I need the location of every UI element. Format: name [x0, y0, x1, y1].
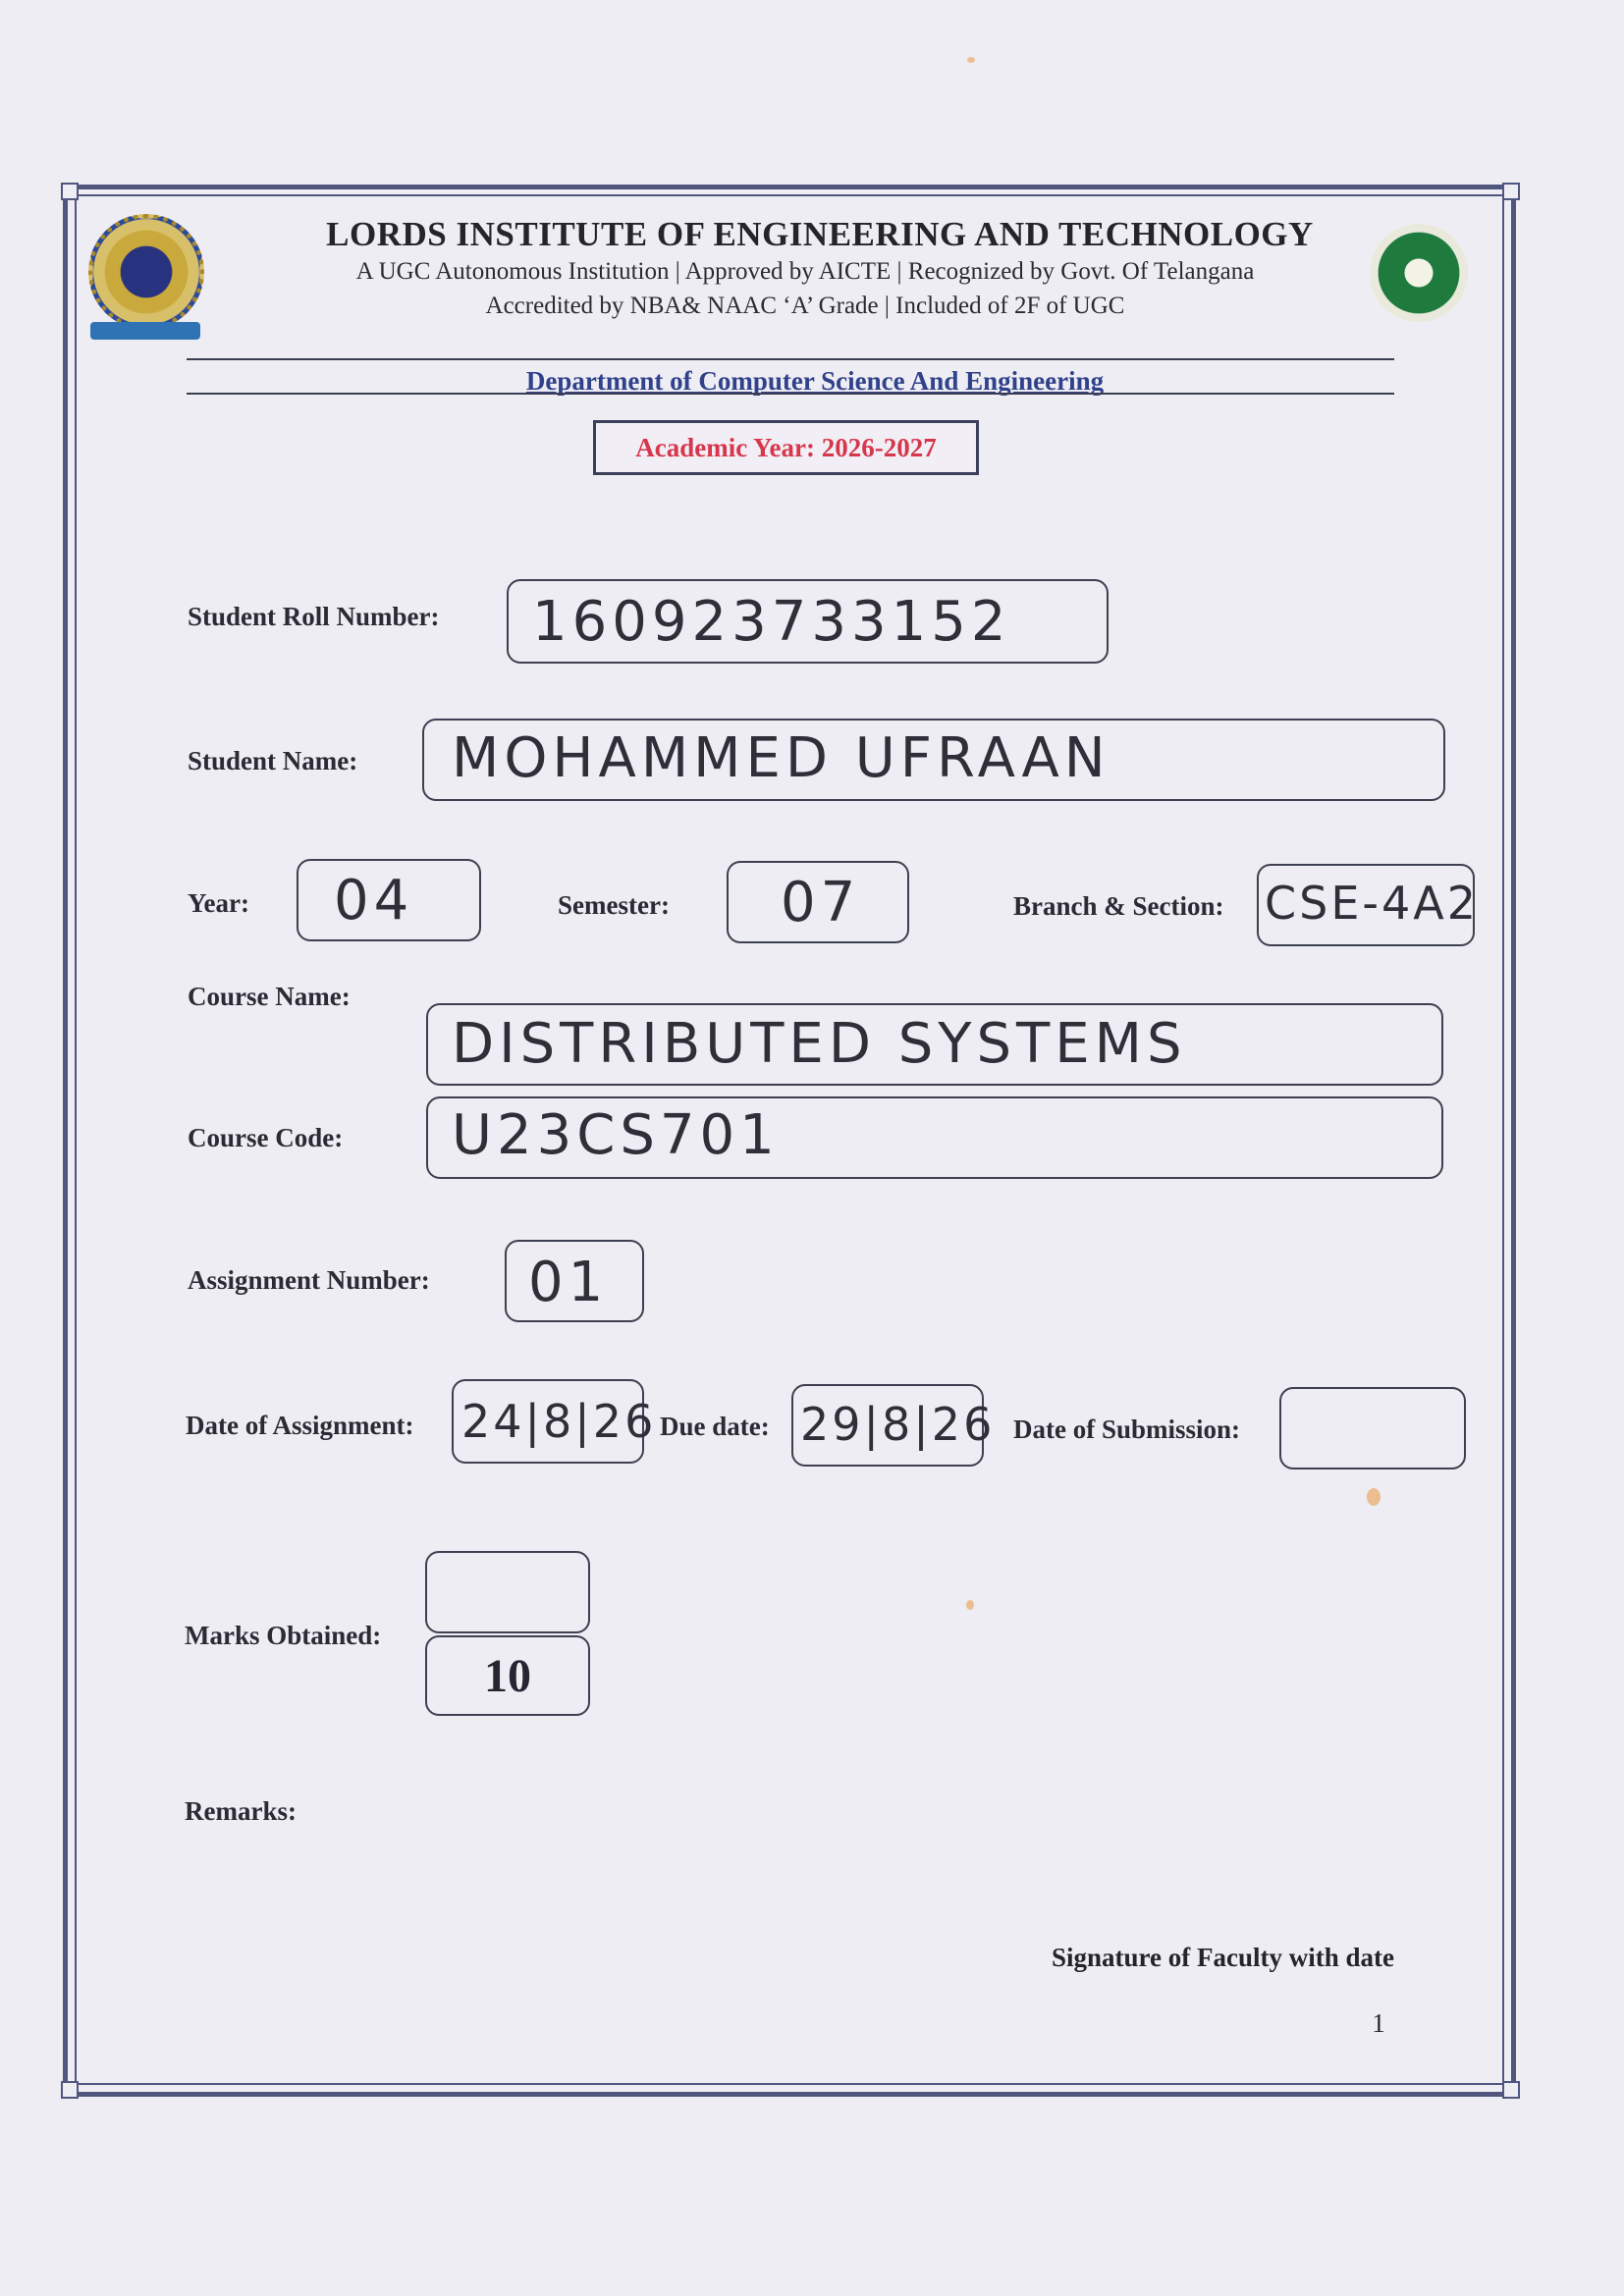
- institute-emblem-ribbon: [90, 322, 200, 340]
- corner-ornament-bottom-left: [61, 2081, 79, 2099]
- header-rule-bottom: [187, 393, 1394, 395]
- branch-section-label: Branch & Section:: [1013, 891, 1224, 921]
- student-roll-label: Student Roll Number:: [188, 602, 440, 631]
- corner-ornament-bottom-right: [1502, 2081, 1520, 2099]
- branch-section-value: CSE-4A2: [1265, 877, 1479, 930]
- paper-speck: [966, 1600, 974, 1610]
- marks-total-value: 10: [484, 1649, 531, 1702]
- assignment-number-value: 01: [528, 1251, 609, 1314]
- date-of-assignment-label: Date of Assignment:: [186, 1411, 414, 1440]
- remarks-area[interactable]: [353, 1796, 1335, 1875]
- course-code-value: U23CS701: [452, 1103, 780, 1167]
- student-roll-value: 160923733152: [532, 590, 1011, 654]
- header-rule-top: [187, 358, 1394, 360]
- course-code-label: Course Code:: [188, 1123, 344, 1152]
- paper-speck: [1367, 1488, 1380, 1506]
- due-date-value: 29|8|26: [800, 1398, 996, 1451]
- academic-year-box: [593, 420, 979, 475]
- course-name-value: DISTRIBUTED SYSTEMS: [452, 1012, 1187, 1076]
- date-of-submission-label: Date of Submission:: [1013, 1415, 1241, 1444]
- academic-year-text: Academic Year: 2026-2027: [635, 432, 937, 462]
- year-value: 04: [334, 869, 414, 933]
- date-of-assignment-value: 24|8|26: [461, 1395, 657, 1448]
- department-title: Department of Computer Science And Engineering: [525, 366, 1105, 396]
- marks-obtained-field[interactable]: [425, 1551, 590, 1633]
- course-name-label: Course Name:: [188, 982, 351, 1011]
- corner-ornament-top-left: [61, 183, 79, 200]
- faculty-signature-label: Signature of Faculty with date: [1052, 1943, 1394, 1972]
- semester-label: Semester:: [558, 890, 670, 920]
- date-of-submission-field[interactable]: [1279, 1387, 1466, 1469]
- semester-value: 07: [781, 871, 861, 934]
- remarks-label: Remarks:: [185, 1796, 297, 1826]
- student-name-value: MOHAMMED UFRAAN: [452, 726, 1110, 790]
- institution-name: LORDS INSTITUTE OF ENGINEERING AND TECHNOLOGY: [326, 215, 1314, 253]
- institute-emblem-icon: [88, 214, 204, 330]
- page-number: 1: [1372, 2008, 1385, 2038]
- year-label: Year:: [188, 888, 249, 918]
- institution-subline-2: Accredited by NBA& NAAC ‘A’ Grade | Included of 2F of UGC: [485, 293, 1125, 319]
- paper-speck: [967, 57, 975, 63]
- assignment-number-label: Assignment Number:: [188, 1265, 430, 1295]
- due-date-label: Due date:: [660, 1412, 770, 1441]
- institution-subline-1: A UGC Autonomous Institution | Approved by AICTE | Recognized by Govt. Of Telangana: [355, 258, 1255, 285]
- corner-ornament-top-right: [1502, 183, 1520, 200]
- student-name-label: Student Name:: [188, 746, 358, 775]
- marks-obtained-label: Marks Obtained:: [185, 1621, 382, 1650]
- seal-text: [1370, 224, 1371, 225]
- rudimentary-seal-icon: [1370, 224, 1468, 322]
